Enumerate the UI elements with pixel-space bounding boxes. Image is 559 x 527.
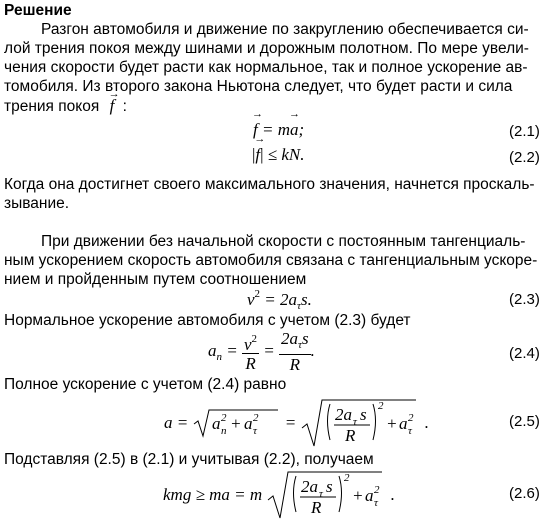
paragraph-line: Подставляя (2.5) в (2.1) и учитывая (2.2), получаем xyxy=(4,451,374,468)
paragraph-line: Нормальное ускорение автомобиля с учетом (2.3) будет xyxy=(4,312,411,329)
paragraph-line: чения скорости будет расти как нормальное, так и полное ускорение ав- xyxy=(4,59,528,76)
svg-text:2: 2 xyxy=(344,472,350,484)
equation-number: (2.4) xyxy=(509,345,540,362)
svg-text:2: 2 xyxy=(408,412,414,424)
svg-text:τ: τ xyxy=(353,416,358,428)
svg-text:+: + xyxy=(230,414,242,433)
paragraph-line: Когда она достигнет своего максимального значения, начнется проскаль- xyxy=(4,176,535,193)
sqrt-sign-icon xyxy=(266,470,386,520)
paragraph-line: зывание. xyxy=(4,195,70,212)
paragraph-text: трения покоя xyxy=(4,98,100,115)
svg-text:n: n xyxy=(221,425,227,437)
svg-text:τ: τ xyxy=(253,425,258,437)
svg-text:a: a xyxy=(365,486,374,505)
svg-text:+: + xyxy=(352,486,364,505)
paragraph-line: нием и пройденным путем соотношением xyxy=(4,271,307,288)
paragraph-line: ным ускорением скорость автомобиля связана с тангенциальным ускоре- xyxy=(4,252,538,269)
svg-text:τ: τ xyxy=(408,425,413,437)
svg-text:2: 2 xyxy=(221,412,227,424)
equation-2-6: kmg ≥ ma = m 2a τ s R 2 + a τ 2 . xyxy=(163,470,395,520)
svg-text:+: + xyxy=(386,414,398,433)
svg-text:R: R xyxy=(311,498,322,517)
equation-number: (2.3) xyxy=(509,291,540,308)
svg-text:a: a xyxy=(399,414,408,433)
equation-number: (2.1) xyxy=(509,123,540,140)
svg-text:2a: 2a xyxy=(301,477,319,496)
equation-2-4: $a_n$ = $\frac{v^2}{R}$ = $\frac{2a_\tau s}{R}$ . xyxy=(208,329,315,374)
svg-text:a: a xyxy=(244,414,253,433)
equation-number: (2.6) xyxy=(509,485,540,502)
equation-2-5: a = a n 2 + a τ 2 = 2a τ s R 2 + a τ 2 . xyxy=(164,398,429,448)
sqrt-sign-icon xyxy=(192,408,280,438)
equation-number: (2.2) xyxy=(509,149,540,166)
svg-text:2a: 2a xyxy=(335,405,353,424)
colon: : xyxy=(122,98,127,115)
svg-text:a: a xyxy=(212,414,221,433)
paragraph-line-with-symbol xyxy=(4,97,127,116)
equation-number: (2.5) xyxy=(509,413,540,430)
paragraph-line: томобиля. Из второго закона Ньютона следует, что будет расти и сила xyxy=(4,78,513,95)
paragraph-line: Разгон автомобиля и движение по закруглению обеспечивается си- xyxy=(41,21,529,38)
svg-text:2: 2 xyxy=(253,412,259,424)
paragraph-line: При движении без начальной скорости с постоянным тангенциаль- xyxy=(41,233,526,250)
equation-2-3: $v^2 = 2a_\tau s$. xyxy=(247,288,312,312)
svg-text:2: 2 xyxy=(374,484,380,496)
svg-text:τ: τ xyxy=(374,497,379,509)
svg-text:R: R xyxy=(345,426,356,445)
force-vector-symbol: → f xyxy=(110,97,115,115)
svg-text:s: s xyxy=(326,477,334,496)
paragraph-line: лой трения покоя между шинами и дорожным полотном. По мере увели- xyxy=(4,40,529,57)
section-heading: Решение xyxy=(4,2,72,19)
equation-2-1: → f = m→ a; xyxy=(253,120,304,140)
svg-text:s: s xyxy=(360,405,368,424)
sqrt-sign-icon xyxy=(300,398,420,448)
svg-text:2: 2 xyxy=(378,400,384,412)
svg-text:τ: τ xyxy=(319,488,324,500)
paragraph-line: Полное ускорение с учетом (2.4) равно xyxy=(4,376,287,393)
equation-2-2: |→ f| ≤ kN. xyxy=(252,145,305,165)
